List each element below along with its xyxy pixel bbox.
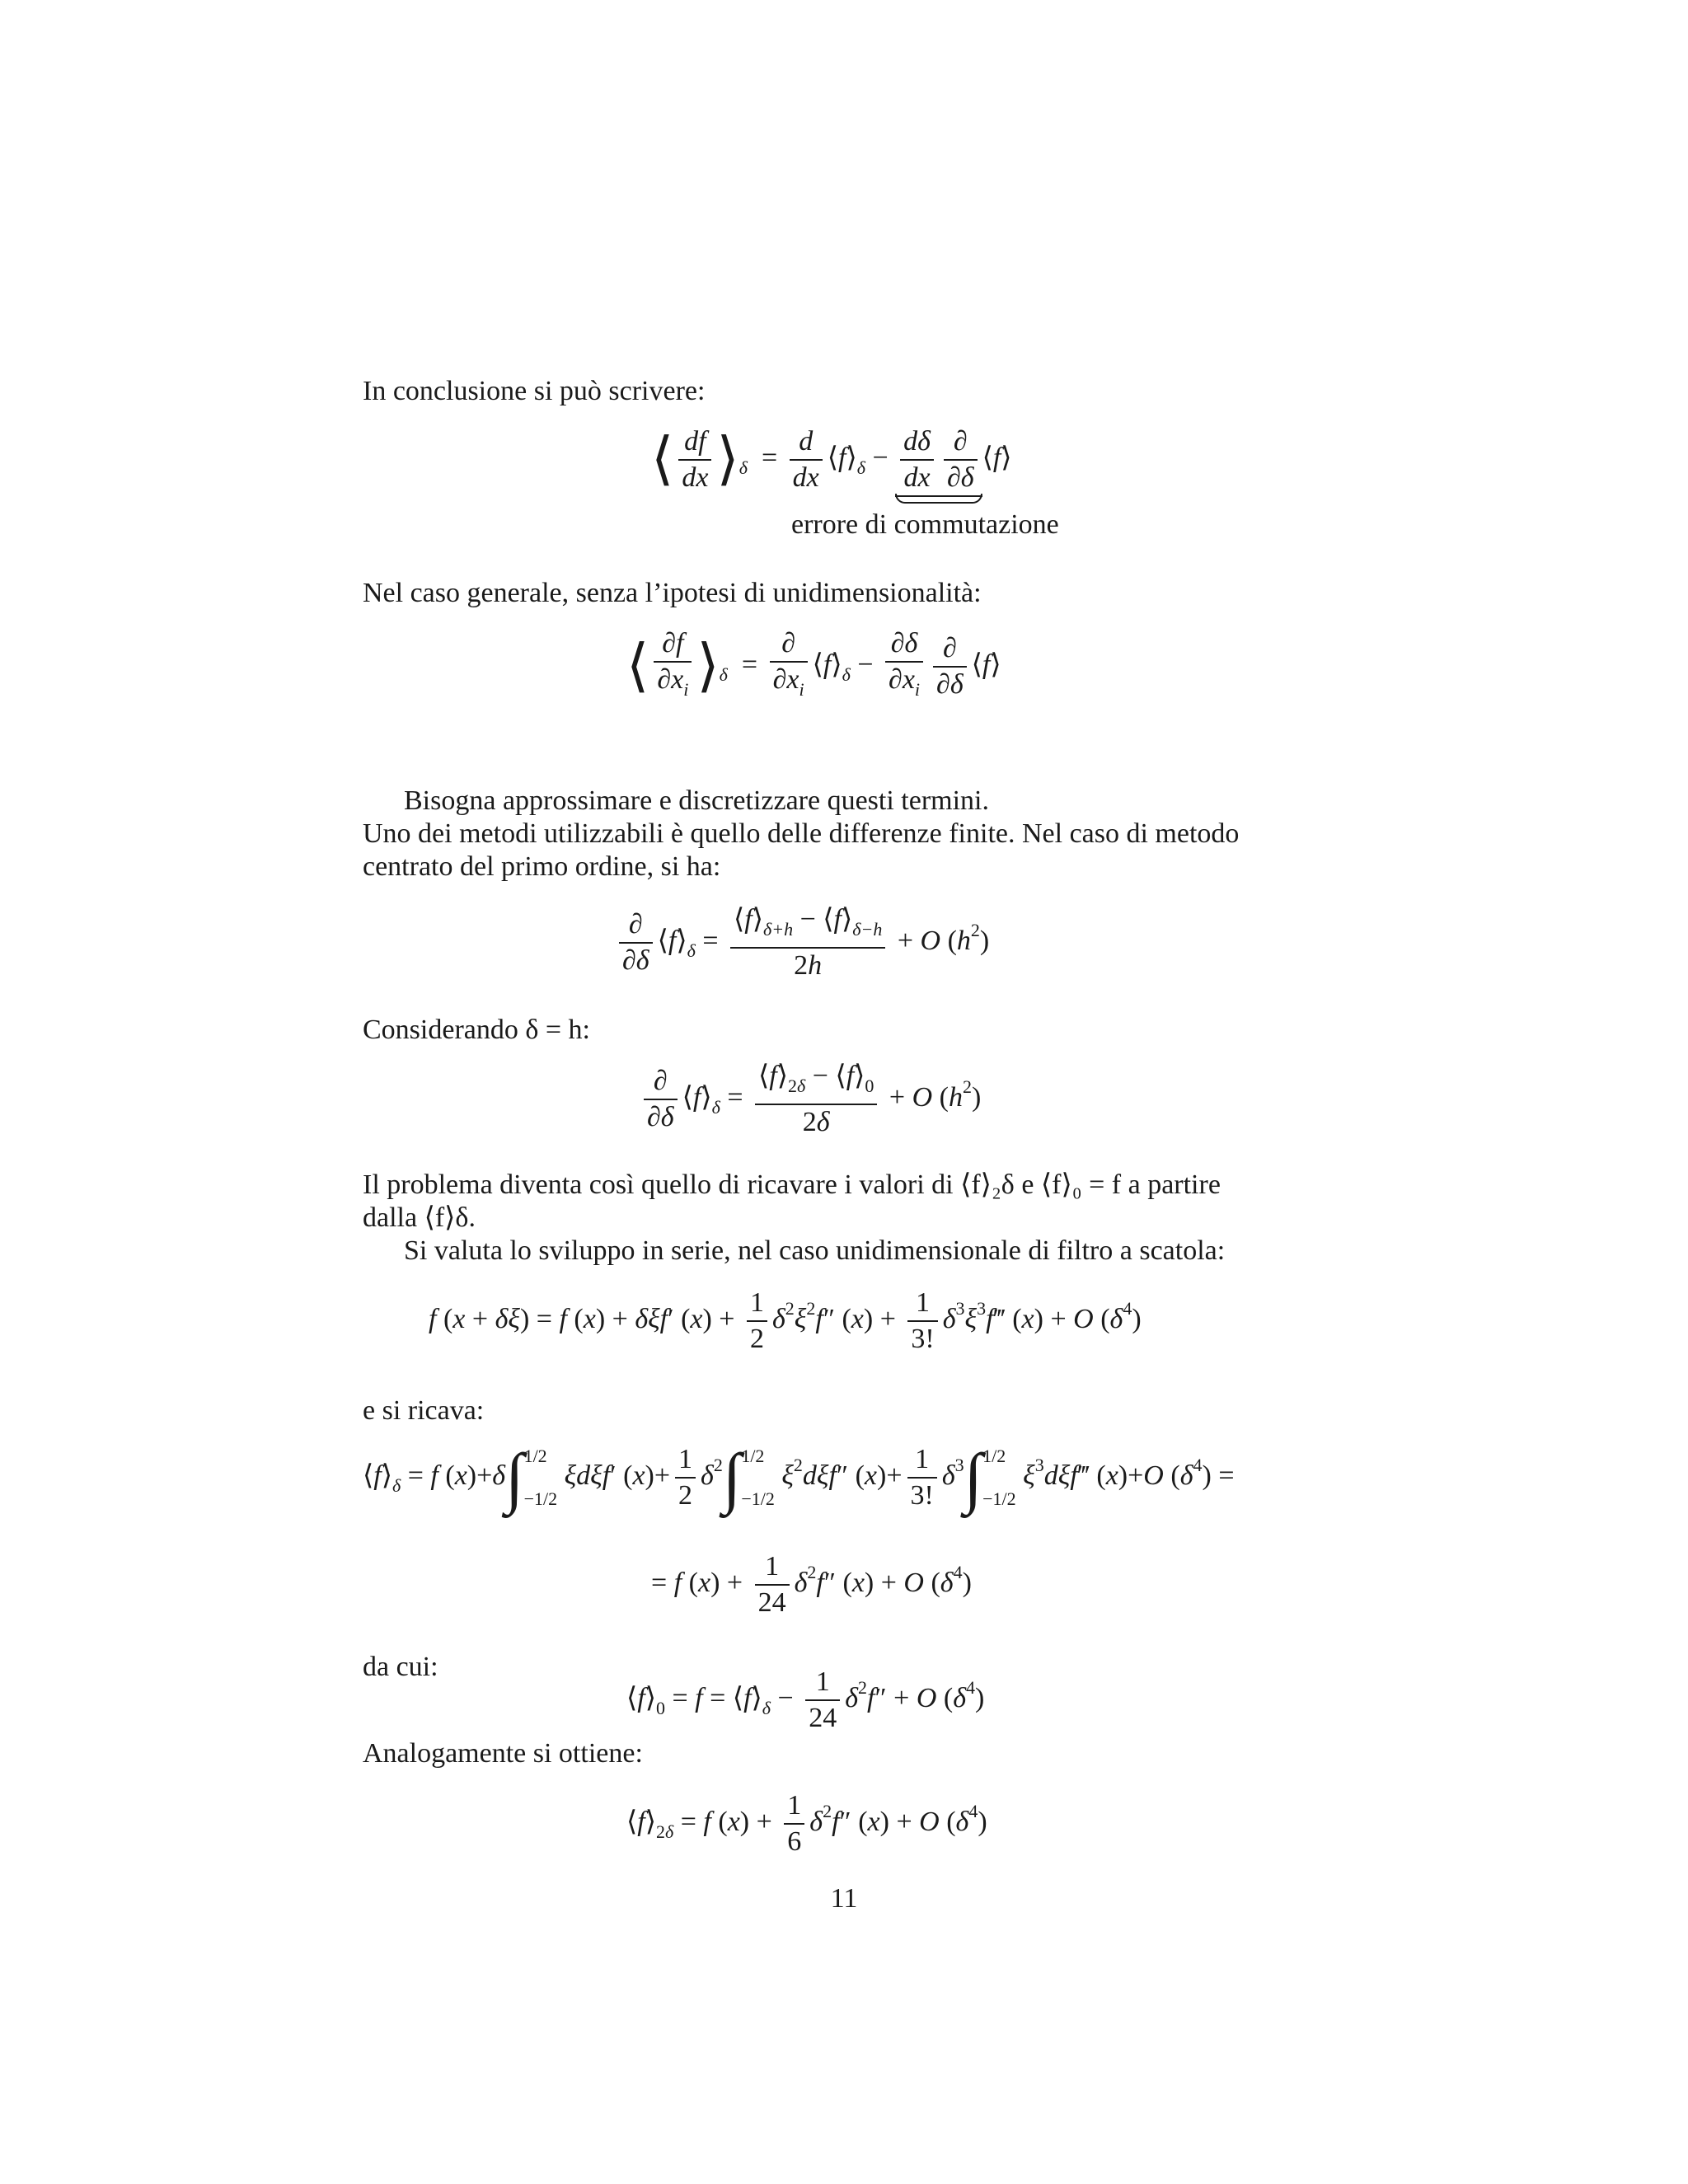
equation-filtered-2delta: $⟨f⟩_{2\delta} = f$ (x) + $\frac{1}{6}$ $\delta^2f''$ (x) + O $(\delta^4)$ <box>626 1790 987 1857</box>
equation-filtered-result: = f (x) + $\frac{1}{24}$ $\delta^2f''$ (x) + O $(\delta^4)$ <box>651 1551 972 1618</box>
equation-taylor-expansion: f (x + δξ) = f (x) + δξf′ (x) + $\frac{1}{2}$ $\delta^2\xi^2f''$ (x) + $\frac{1}{3!}$ $\delta^3\xi^3f‴$ (x) + O $(\delta^4)$ <box>429 1287 1142 1354</box>
page-number: 11 <box>830 1883 858 1914</box>
equation-central-difference-delta: $\frac{\partial}{\partial\delta}$ $⟨f⟩_\delta$ = $\frac{⟨f⟩_{2\delta} - ⟨f⟩_0}{2\delta}$ + O $(h^2)$ <box>639 1059 981 1140</box>
paragraph: e si ricava: <box>363 1395 485 1426</box>
paragraph: Uno dei metodi utilizzabili è quello delle differenze finite. Nel caso di metodo <box>363 818 1240 849</box>
paragraph: In conclusione si può scrivere: <box>363 376 706 406</box>
paragraph: dalla ⟨f⟩δ. <box>363 1202 476 1233</box>
equation-filtered-derivative-1d: ⟨ $\frac{df}{dx}$ $⟩_\delta$ = $\frac{d}{dx}$ $⟨f⟩_\delta$ − $\frac{d\delta}{dx}$ $\frac{\partial}{\partial\delta}$ ⟨f⟩ <box>651 424 1012 497</box>
paragraph: Si valuta lo sviluppo in serie, nel caso unidimensionale di filtro a scatola: <box>404 1235 1226 1266</box>
paragraph: centrato del primo ordine, si ha: <box>363 851 721 882</box>
paragraph: Considerando δ = h: <box>363 1015 591 1045</box>
paragraph: Bisogna approssimare e discretizzare questi termini. <box>404 785 989 816</box>
paragraph: Il problema diventa così quello di ricavare i valori di ⟨f⟩₂δ e ⟨f⟩₀ = f a partire <box>363 1169 1221 1200</box>
paragraph: Analogamente si ottiene: <box>363 1738 643 1769</box>
paragraph: da cui: <box>363 1652 438 1682</box>
underbrace-label: errore di commutazione <box>791 509 1059 540</box>
equation-filtered-expansion: $⟨f⟩_\delta = f$ (x)+δ∫ 1/2 −1/2 ξdξf′ (x)+ $\frac{1}{2}$ $\delta^2\int$ 1/2 −1/2 $\xi^2d\xi f''$ (x)+ $\frac{1}{3!}$ $\delta^3\int$ 1/2 −1/2 $\xi^3d\xi f‴$ (x)+O $(\delta^4)$ = <box>363 1440 1235 1515</box>
equation-central-difference: $\frac{\partial}{\partial\delta}$ $⟨f⟩_\delta$ = $\frac{⟨f⟩_{\delta+h} - ⟨f⟩_{\delta-h}}{2h}$ + O $(h^2)$ <box>614 902 989 983</box>
paragraph: Nel caso generale, senza l’ipotesi di unidimensionalità: <box>363 578 982 608</box>
equation-filtered-derivative-general: ⟨ $\frac{\partial f}{\partial x_i}$ $⟩_\delta$ = $\frac{\partial}{\partial x_i}$ $⟨f⟩_\delta$ − $\frac{\partial\delta}{\partial x_i}$ $\frac{\partial}{\partial\delta}$ ⟨f⟩ <box>626 628 1001 700</box>
equation-unfiltered-f: $⟨f⟩_0 = f$ = $⟨f⟩_\delta$ − $\frac{1}{24}$ $\delta^2f'' + O$ $(\delta^4)$ <box>626 1666 985 1733</box>
